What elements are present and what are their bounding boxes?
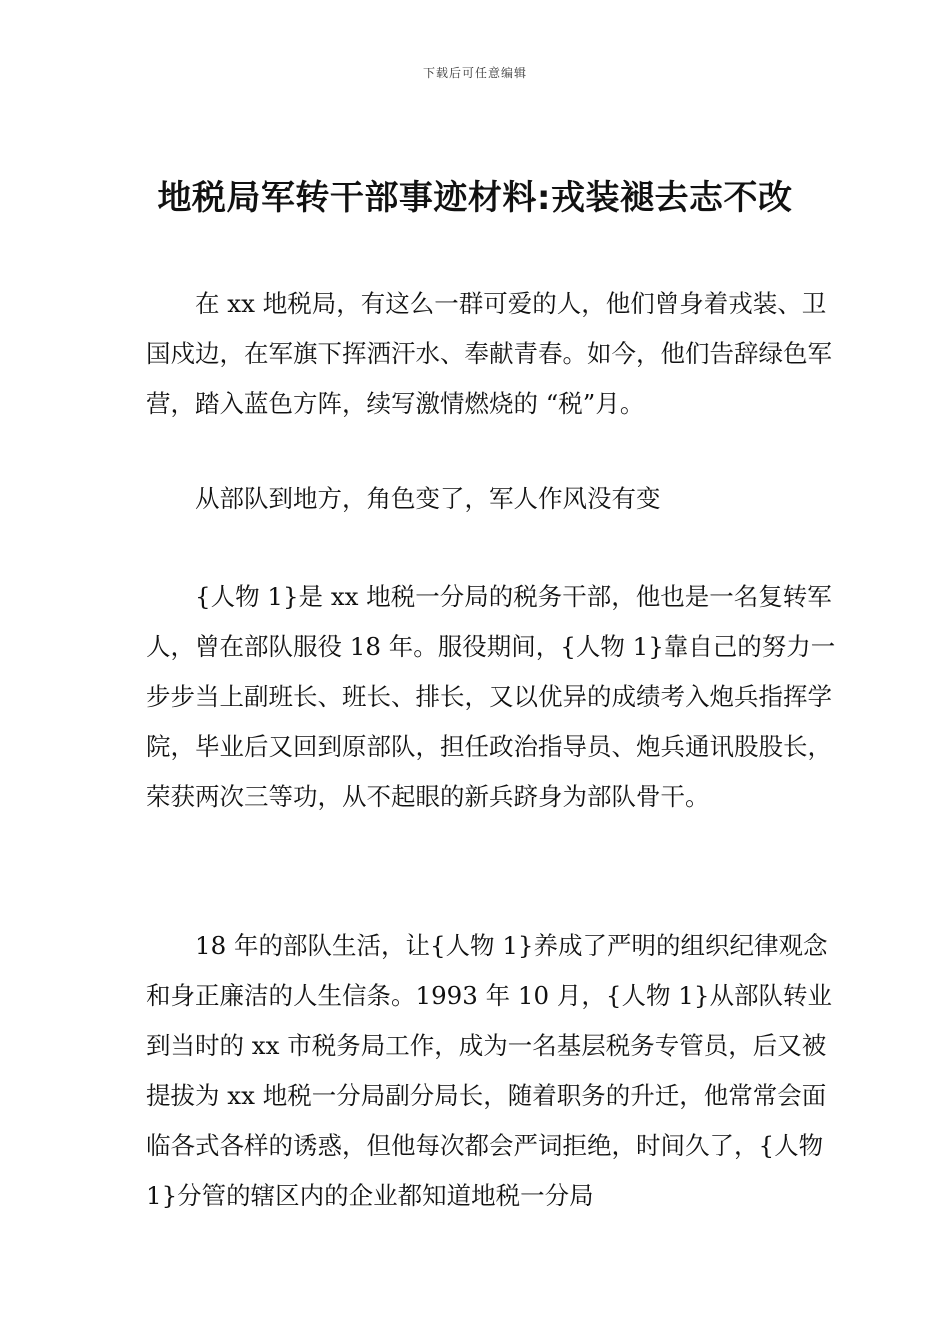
paragraph-service: {人物 1}是 xx 地税一分局的税务干部，他也是一名复转军人，曾在部队服役 18 年。服役期间，{人物 1}靠自己的努力一步步当上副班长、班长、排长，又以优异的成绩考入炮兵指挥学院，毕业后又回到原部队，担任政治指导员、炮兵通讯股股长，荣获两次三等功，从不起眼的新兵跻身为部队骨干。: [146, 582, 836, 811]
document-title: 地税局军转干部事迹材料:戎装褪去志不改: [157, 178, 793, 218]
header-note: 下载后可任意编辑: [422, 66, 527, 80]
paragraph-career: 18 年的部队生活，让{人物 1}养成了严明的组织纪律观念和身正廉洁的人生信条。1993 年 10 月，{人物 1}从部队转业到当时的 xx 市税务局工作，成为一名基层税务专管员，后又被提拔为 xx 地税一分局副分局长，随着职务的升迁，他常常会面临各式各样的诱惑，但他每次都会严词拒绝，时间久了，{人物 1}分管的辖区内的企业都知道地税一分局: [146, 931, 832, 1210]
section-heading: 从部队到地方，角色变了，军人作风没有变: [195, 484, 661, 513]
paragraph-intro: 在 xx 地税局，有这么一群可爱的人，他们曾身着戎装、卫国戍边，在军旗下挥洒汗水、奉献青春。如今，他们告辞绿色军营，踏入蓝色方阵，续写激情燃烧的 “税”月。: [146, 289, 832, 418]
